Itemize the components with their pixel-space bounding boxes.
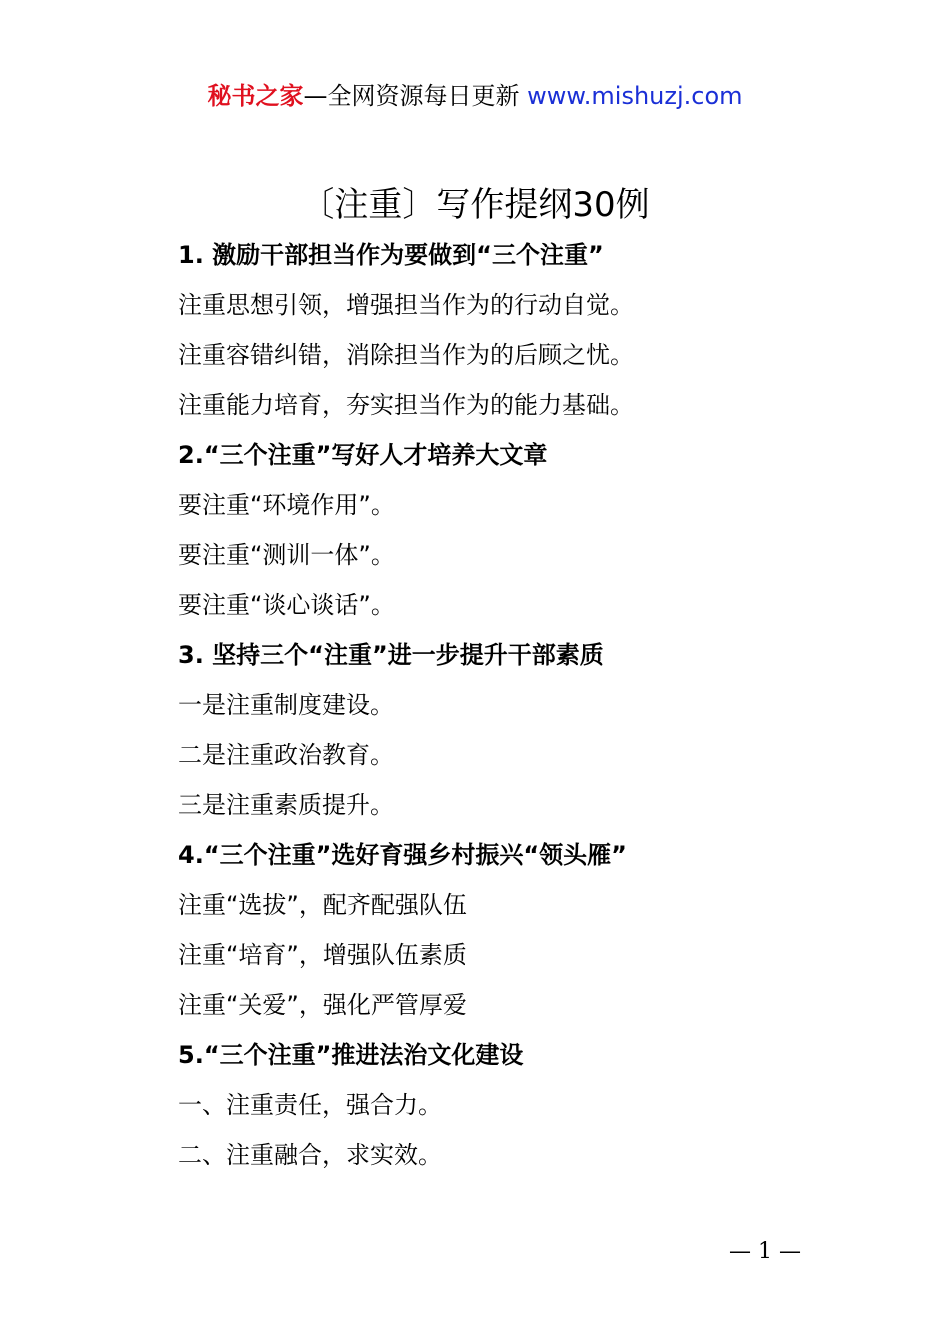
body-line: 要注重“测训一体”。 <box>178 541 395 569</box>
section-heading-1: 1. 激励干部担当作为要做到“三个注重” <box>178 241 604 269</box>
body-line: 注重“关爱”，强化严管厚爱 <box>178 991 467 1019</box>
body-line: 注重能力培育，夯实担当作为的能力基础。 <box>178 391 634 419</box>
section-heading-3: 3. 坚持三个“注重”进一步提升干部素质 <box>178 641 604 669</box>
body-line: 要注重“环境作用”。 <box>178 491 395 519</box>
body-line: 二是注重政治教育。 <box>178 741 394 769</box>
document-title: 〔注重〕写作提纲30例 <box>300 185 650 225</box>
body-line: 要注重“谈心谈话”。 <box>178 591 395 619</box>
section-heading-2: 2.“三个注重”写好人才培养大文章 <box>178 441 548 469</box>
body-line: 二、注重融合，求实效。 <box>178 1141 442 1169</box>
brand-name: 秘书之家 <box>207 82 304 110</box>
page-number: — 1 — <box>729 1239 801 1264</box>
section-heading-4: 4.“三个注重”选好育强乡村振兴“领头雁” <box>178 841 627 869</box>
body-line: 一、注重责任，强合力。 <box>178 1091 442 1119</box>
header-slogan: —全网资源每日更新 <box>303 82 520 110</box>
body-line: 三是注重素质提升。 <box>178 791 394 819</box>
site-header <box>0 80 950 112</box>
site-url-link[interactable]: www.mishuzj.com <box>527 82 743 110</box>
section-heading-5: 5.“三个注重”推进法治文化建设 <box>178 1041 524 1069</box>
document-body <box>178 233 878 1183</box>
body-line: 注重“培育”，增强队伍素质 <box>178 941 467 969</box>
body-line: 注重容错纠错，消除担当作为的后顾之忧。 <box>178 341 634 369</box>
body-line: 注重思想引领，增强担当作为的行动自觉。 <box>178 291 634 319</box>
body-line: 一是注重制度建设。 <box>178 691 394 719</box>
body-line: 注重“选拔”，配齐配强队伍 <box>178 891 467 919</box>
